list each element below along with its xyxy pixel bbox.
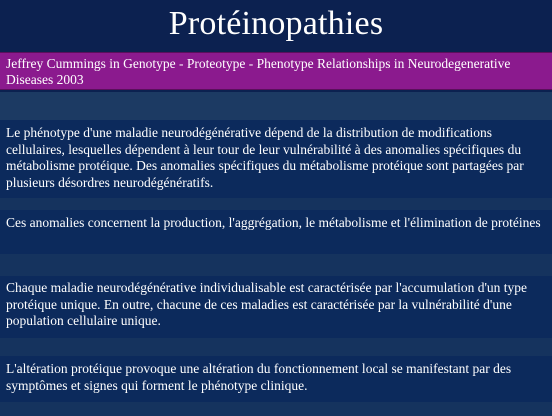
spacer-band: [0, 198, 552, 210]
spacer-band: [0, 338, 552, 356]
paragraph-3: Chaque maladie neurodégénérative individualisable est caractérisée par l'accumulation d'un type protéique unique. En outre, chacune de ces maladies est caractérisée par la vulnérabilité d'une population cellulaire unique.: [0, 276, 552, 338]
spacer-band: [0, 92, 552, 120]
paragraph-4: L'altération protéique provoque une altération du fonctionnement local se manifestant par des symptômes et signes qui forment le phénotype clinique.: [0, 356, 552, 402]
paragraph-2: Ces anomalies concernent la production, l'aggrégation, le métabolisme et l'élimination de protéines: [0, 210, 552, 254]
citation-banner: Jeffrey Cummings in Genotype - Proteotype - Phenotype Relationships in Neurodegenerative Diseases 2003: [0, 52, 552, 90]
spacer-band: [0, 254, 552, 276]
slide-title: Protéinopathies: [168, 5, 384, 42]
spacer-band: [0, 402, 552, 416]
paragraph-1: Le phénotype d'une maladie neurodégénérative dépend de la distribution de modifications cellulaires, lesquelles dépendent à leur tour de leur vulnérabilité à des anomalies spécifiques du métabolisme protéique. Des anomalies spécifiques du métabolisme protéique sont partagées par plusieurs désordres neurodégénératifs.: [0, 120, 552, 198]
